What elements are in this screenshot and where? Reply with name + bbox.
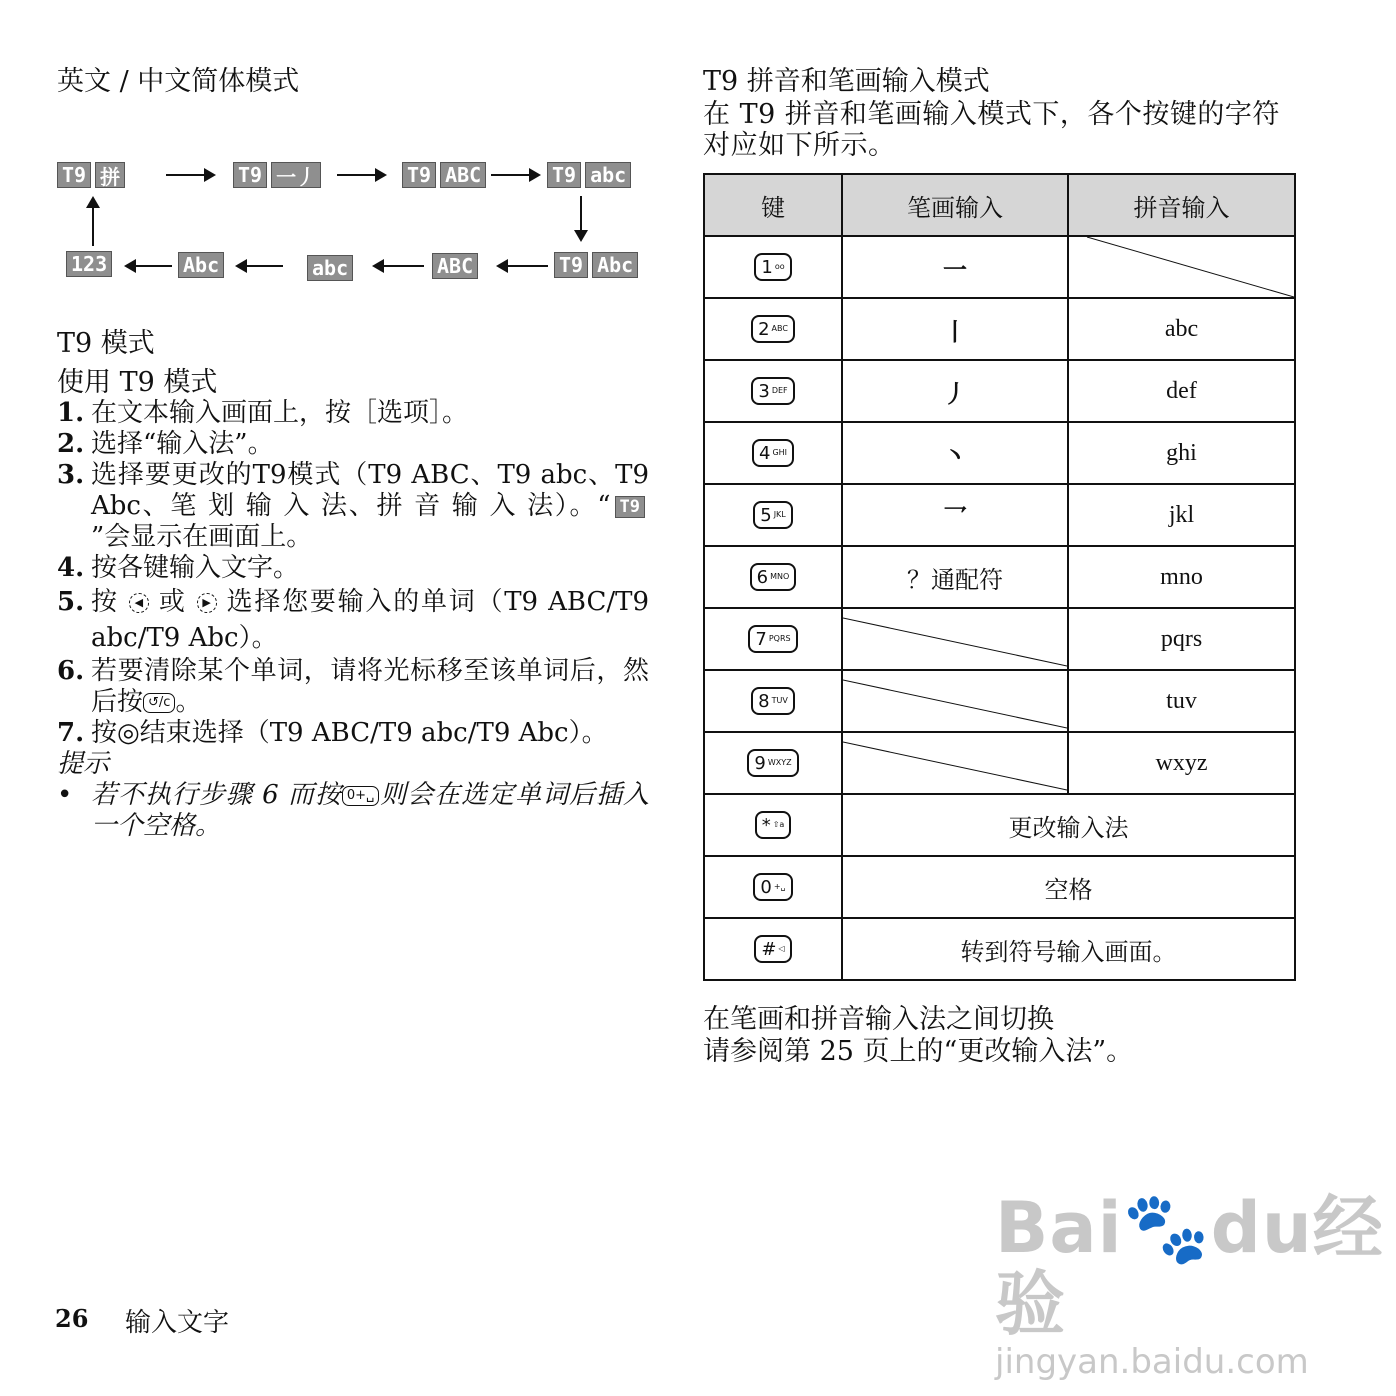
key-cell — [704, 918, 842, 980]
key-cell — [704, 546, 842, 608]
key-letters: GHI — [772, 448, 788, 458]
arrow-up — [92, 208, 94, 246]
arrow-left — [508, 265, 548, 267]
key-cell — [704, 422, 842, 484]
stroke-cell — [842, 670, 1068, 732]
step-text — [91, 656, 649, 718]
step-text-a: 按 — [91, 718, 118, 748]
key-digit: 0 — [760, 876, 772, 898]
footer-title: 输入文字 — [125, 1308, 230, 1338]
stroke-cell — [842, 546, 1068, 608]
zero-key-icon: 0+␣ — [342, 786, 379, 806]
mode-icon-123: 123 — [66, 251, 112, 277]
mode-icon-t9: T9 — [547, 162, 581, 188]
step-text — [91, 460, 649, 553]
keypad-key-icon — [750, 563, 797, 591]
step-text-b: 。 — [175, 687, 202, 717]
step-4 — [57, 553, 649, 584]
key-letters: TUV — [771, 696, 788, 706]
key-digit: * — [761, 814, 771, 836]
arrowhead-left-icon — [372, 259, 384, 273]
keypad-key-icon — [755, 811, 792, 839]
key-digit: 4 — [758, 442, 771, 464]
empty-cell-diagonal — [843, 609, 1067, 669]
step-number: 4. — [57, 553, 85, 583]
key-letters: JKL — [773, 510, 786, 520]
header-stroke: 笔画输入 — [842, 174, 1068, 236]
keypad-key-icon — [752, 439, 794, 467]
merged-cell: 更改输入法 — [842, 794, 1295, 856]
arrowhead-down-icon — [574, 230, 588, 242]
keypad-key-icon — [754, 935, 791, 963]
merged-cell: 转到符号输入画面。 — [842, 918, 1295, 980]
key-letters: +␣ — [773, 882, 786, 892]
arrowhead-up-icon — [86, 196, 100, 208]
key-cell — [704, 236, 842, 298]
header-pinyin: 拼音输入 — [1068, 174, 1295, 236]
stroke-value: 丶 — [943, 441, 967, 470]
key-digit: 2 — [758, 318, 770, 340]
key-cell — [704, 794, 842, 856]
mode-icon-t9: T9 — [402, 162, 436, 188]
table-row — [704, 918, 1295, 980]
stroke-value: 丿 — [943, 379, 967, 408]
step-number: 7. — [57, 718, 85, 748]
stroke-value: ？通配符 — [907, 567, 1003, 594]
intro-text: 在 T9 拼音和笔画输入模式下，各个按键的字符对应如下所示。 — [703, 99, 1280, 161]
pinyin-value: def — [1166, 377, 1197, 404]
step-3 — [57, 460, 649, 553]
pinyin-cell — [1068, 608, 1295, 670]
step-text-or: 或 — [158, 587, 187, 617]
key-cell — [704, 608, 842, 670]
keypad-key-icon — [753, 873, 792, 901]
t9-indicator-icon: T9 — [615, 496, 645, 518]
step-text — [91, 584, 649, 656]
section-heading-mode: 英文 / 中文简体模式 — [57, 66, 300, 97]
paw-icon: 🐾 — [1122, 1187, 1211, 1269]
watermark-brand3: 经验 — [995, 1187, 1384, 1345]
mode-icon-ABC: ABC — [440, 162, 486, 188]
mode-Abc — [178, 252, 224, 278]
pinyin-cell — [1068, 732, 1295, 794]
key-cell — [704, 670, 842, 732]
watermark-brand2: du — [1210, 1187, 1313, 1269]
key-digit: 9 — [754, 752, 766, 774]
step-number: 1. — [57, 398, 85, 428]
key-cell — [704, 360, 842, 422]
page-number: 26 — [55, 1304, 89, 1333]
step-text-a: 若要清除某个单词，请将光标移至该单词后，然后按 — [91, 656, 649, 717]
key-cell — [704, 484, 842, 546]
table-row — [704, 484, 1295, 546]
stroke-cell — [842, 484, 1068, 546]
use-t9-title: 使用 T9 模式 — [57, 367, 218, 398]
mode-icon-t9: T9 — [57, 162, 91, 188]
header-key: 键 — [704, 174, 842, 236]
key-digit: 1 — [761, 256, 773, 278]
table-row — [704, 608, 1295, 670]
table-header-row — [704, 174, 1295, 236]
switch-text: 请参阅第 25 页上的“更改输入法”。 — [703, 1036, 1134, 1067]
stroke-value: 丨 — [943, 317, 967, 346]
pinyin-value: tuv — [1166, 687, 1197, 714]
stroke-cell — [842, 732, 1068, 794]
switch-title: 在笔画和拼音输入法之间切换 — [703, 1004, 1054, 1035]
table-row — [704, 298, 1295, 360]
step-number: 6. — [57, 656, 85, 686]
pinyin-value: pqrs — [1160, 625, 1203, 652]
pinyin-cell — [1068, 670, 1295, 732]
merged-cell: 空格 — [842, 856, 1295, 918]
arrow-left — [384, 265, 424, 267]
key-digit: 7 — [755, 628, 767, 650]
tip-text-a: 若不执行步骤 6 而按 — [91, 780, 342, 810]
steps-list — [57, 398, 649, 842]
keypad-key-icon — [751, 315, 795, 343]
pinyin-value: ghi — [1166, 439, 1197, 466]
key-letters: WXYZ — [767, 758, 792, 768]
mode-icon-Abc: Abc — [592, 252, 638, 278]
arrow-right — [337, 174, 377, 176]
arrow-right — [166, 174, 206, 176]
pinyin-value: mno — [1160, 563, 1203, 590]
step-5 — [57, 584, 649, 656]
stroke-value: 一 — [943, 255, 967, 284]
key-letters: PQRS — [768, 634, 791, 644]
key-letters: ABC — [771, 324, 788, 334]
key-mapping-table — [703, 173, 1296, 981]
mode-123 — [66, 251, 112, 277]
mode-t9-Abc — [554, 252, 638, 278]
nav-right-key-icon: ▶ — [197, 593, 217, 613]
pinyin-cell — [1068, 360, 1295, 422]
mode-icon-Abc: Abc — [178, 252, 224, 278]
tip-bullet: • — [57, 780, 73, 810]
key-digit: 5 — [760, 504, 772, 526]
mode-icon-abc: abc — [585, 162, 631, 188]
stroke-cell — [842, 298, 1068, 360]
key-letters: ⇧a — [772, 820, 785, 830]
baidu-watermark — [995, 1187, 1396, 1382]
mode-icon-stroke: 一丿 — [271, 162, 321, 188]
pinyin-cell — [1068, 236, 1295, 298]
mode-t9-stroke — [233, 162, 321, 188]
pinyin-cell — [1068, 422, 1295, 484]
keypad-key-icon — [753, 501, 793, 529]
keypad-key-icon — [754, 253, 791, 281]
tip-item — [57, 780, 649, 842]
mode-icon-ABC: ABC — [432, 253, 478, 279]
step-7 — [57, 718, 649, 749]
arrowhead-left-icon — [496, 259, 508, 273]
stroke-cell — [842, 422, 1068, 484]
table-row — [704, 546, 1295, 608]
key-cell — [704, 856, 842, 918]
select-key-icon: ◎ — [117, 718, 140, 748]
step-text: 在文本输入画面上，按［选项］。 — [91, 398, 469, 428]
nav-left-key-icon: ◀ — [129, 593, 149, 613]
mode-ABC — [432, 253, 478, 279]
table-row — [704, 360, 1295, 422]
step-number: 5. — [57, 587, 85, 617]
key-digit: 8 — [758, 690, 770, 712]
table-row — [704, 856, 1295, 918]
arrowhead-right-icon — [529, 168, 541, 182]
arrow-left — [247, 265, 283, 267]
pinyin-cell — [1068, 298, 1295, 360]
mode-icon-pinyin: 拼 — [95, 162, 125, 188]
pinyin-cell — [1068, 546, 1295, 608]
pinyin-value: jkl — [1168, 501, 1195, 528]
step-number: 3. — [57, 460, 85, 490]
watermark-brand: Bai — [995, 1187, 1123, 1269]
key-digit: 3 — [758, 380, 770, 402]
arrow-left — [136, 265, 172, 267]
tip-text-b: 则会在选定单词后插入一个空格。 — [91, 780, 649, 841]
keypad-key-icon — [751, 687, 795, 715]
mode-icon-t9: T9 — [233, 162, 267, 188]
step-1 — [57, 398, 649, 429]
step-text-b: ”会显示在画面上。 — [91, 522, 313, 552]
watermark-url: jingyan.baidu.com — [995, 1342, 1309, 1382]
key-letters: DEF — [771, 386, 788, 396]
stroke-cell — [842, 236, 1068, 298]
pinyin-value: wxyz — [1155, 749, 1208, 776]
key-letters: oo — [774, 262, 785, 272]
step-number: 2. — [57, 429, 85, 459]
key-cell — [704, 732, 842, 794]
arrow-right — [491, 174, 531, 176]
stroke-cell — [842, 360, 1068, 422]
tip-title: 提示 — [57, 749, 110, 779]
key-letters: ◁ — [778, 944, 785, 954]
step-text-b: 结束选择（T9 ABC/T9 abc/T9 Abc）。 — [139, 718, 608, 748]
step-6 — [57, 656, 649, 718]
mode-abc — [307, 255, 353, 281]
empty-cell-diagonal — [843, 733, 1067, 793]
step-text-a: 选择要更改的T9模式（T9 ABC、T9 abc、T9 Abc、笔 划 输 入 法、拼 音 输 入 法）。“ — [91, 460, 649, 521]
arrowhead-left-icon — [235, 259, 247, 273]
keypad-key-icon — [748, 625, 797, 653]
table-row — [704, 670, 1295, 732]
key-digit: 6 — [756, 566, 769, 588]
clear-key-icon: ↺/c — [143, 693, 175, 713]
keypad-key-icon — [751, 377, 794, 405]
step-text-b: 选择您要输入的单词（T9 ABC/T9 abc/T9 Abc）。 — [91, 587, 650, 653]
step-text — [91, 718, 649, 749]
table-row — [704, 422, 1295, 484]
empty-cell-diagonal — [1069, 237, 1294, 297]
step-text: 按各键输入文字。 — [91, 553, 300, 583]
arrow-down — [580, 196, 582, 232]
stroke-value: 乛 — [943, 503, 967, 532]
table-row — [704, 732, 1295, 794]
mode-t9-ABC — [402, 162, 486, 188]
pinyin-cell — [1068, 484, 1295, 546]
mode-t9-abc — [547, 162, 631, 188]
mode-icon-abc: abc — [307, 255, 353, 281]
keypad-key-icon — [747, 749, 798, 777]
stroke-cell — [842, 608, 1068, 670]
empty-cell-diagonal — [843, 671, 1067, 731]
mode-icon-t9: T9 — [554, 252, 588, 278]
step-2 — [57, 429, 649, 460]
key-digit: # — [761, 938, 777, 960]
table-row — [704, 236, 1295, 298]
key-cell — [704, 298, 842, 360]
arrowhead-right-icon — [204, 168, 216, 182]
key-letters: MNO — [770, 572, 790, 582]
pinyin-value: abc — [1164, 315, 1199, 342]
mode-t9-pinyin — [57, 162, 125, 188]
arrowhead-right-icon — [375, 168, 387, 182]
step-text: 选择“输入法”。 — [91, 429, 274, 459]
tip-text — [91, 780, 649, 842]
t9-mode-title: T9 模式 — [57, 328, 155, 359]
arrowhead-left-icon — [124, 259, 136, 273]
section-heading-t9-pinyin: T9 拼音和笔画输入模式 — [703, 66, 990, 97]
table-row — [704, 794, 1295, 856]
step-text-a: 按 — [91, 587, 119, 617]
